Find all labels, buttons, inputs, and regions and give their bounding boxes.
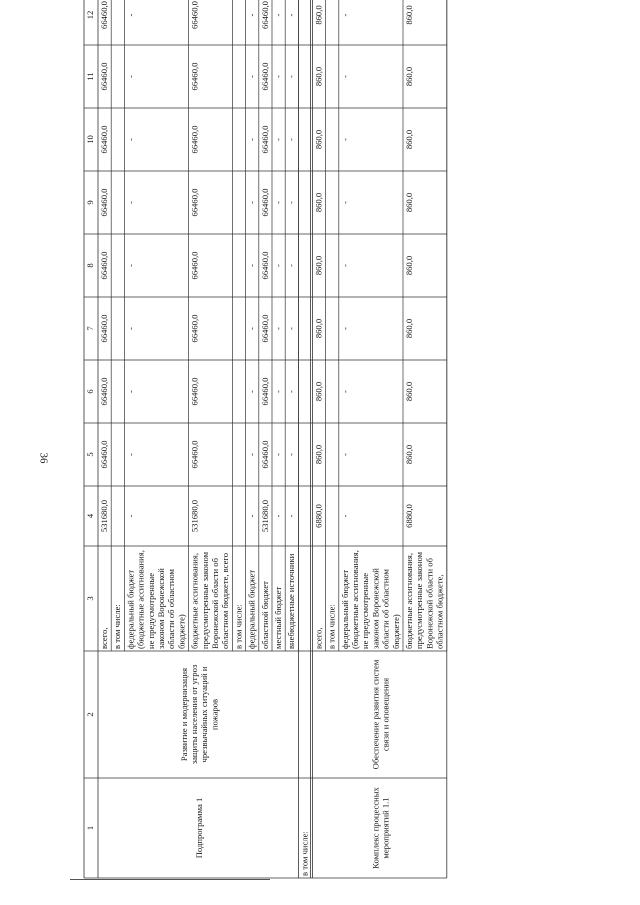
column-header: 8 bbox=[85, 263, 95, 268]
cell-value: 66460,0 bbox=[99, 314, 109, 343]
cell-value: - bbox=[273, 75, 283, 78]
cell-value: 66460,0 bbox=[259, 314, 270, 343]
row-label: бюджетные ассигнования,предусмотренные закономВоронежской области обобластном бюджете, bbox=[404, 551, 445, 649]
column-header: 3 bbox=[85, 596, 95, 601]
row-label: федеральный бюджет bbox=[246, 569, 257, 649]
cell-value: 66460,0 bbox=[259, 125, 270, 154]
row-label: в том числе: bbox=[233, 604, 244, 649]
cell-value: 6880,0 bbox=[404, 504, 414, 528]
cell-value: 860,0 bbox=[313, 444, 324, 465]
footnote-rule bbox=[70, 879, 270, 880]
cell-value: 66460,0 bbox=[99, 1, 109, 29]
cell-value: 66460,0 bbox=[189, 440, 200, 469]
cell-value: 860,0 bbox=[404, 444, 414, 465]
cell-value: - bbox=[339, 201, 350, 204]
column-header: 7 bbox=[85, 326, 95, 331]
cell-value: 860,0 bbox=[404, 5, 414, 25]
cell-value: - bbox=[125, 390, 136, 393]
row-label: федеральный бюджет(бюджетные ассигнования,не предусмотренныезаконом Воронежскойобласти об областномбюджете) bbox=[125, 550, 187, 649]
cell-value: - bbox=[125, 453, 136, 456]
cell-value: - bbox=[286, 453, 297, 456]
cell-value: - bbox=[339, 453, 350, 456]
cell-value: 860,0 bbox=[313, 318, 324, 339]
cell-value: - bbox=[125, 201, 136, 204]
column-header: 11 bbox=[85, 72, 95, 81]
cell-value: - bbox=[286, 514, 297, 518]
row-label: всего, bbox=[99, 627, 109, 649]
cell-value: - bbox=[246, 514, 257, 518]
cell-value: 66460,0 bbox=[99, 251, 109, 280]
cell-value: 66460,0 bbox=[99, 188, 109, 217]
cell-value: 66460,0 bbox=[259, 251, 270, 280]
cell-value: 66460,0 bbox=[189, 1, 200, 29]
cell-value: - bbox=[273, 453, 283, 456]
row-label: в том числе: bbox=[326, 604, 337, 649]
cell-value: 860,0 bbox=[313, 66, 324, 87]
row-label: всего, bbox=[313, 627, 324, 649]
cell-value: 66460,0 bbox=[189, 62, 200, 91]
cell-value: - bbox=[339, 514, 350, 518]
cell-value: - bbox=[273, 264, 283, 267]
cell-value: - bbox=[273, 514, 283, 518]
section-description: Обеспечение развития системсвязи и оповещения bbox=[370, 659, 391, 770]
cell-value: - bbox=[246, 327, 257, 330]
cell-value: - bbox=[286, 390, 297, 393]
column-header: 5 bbox=[85, 452, 95, 457]
cell-value: 66460,0 bbox=[99, 125, 109, 154]
cell-value: 66460,0 bbox=[189, 125, 200, 154]
cell-value: - bbox=[125, 138, 136, 141]
cell-value: 66460,0 bbox=[99, 62, 109, 91]
cell-value: 6880,0 bbox=[313, 504, 324, 528]
cell-value: 66460,0 bbox=[99, 377, 109, 406]
cell-value: - bbox=[125, 75, 136, 78]
cell-value: - bbox=[273, 201, 283, 204]
cell-value: - bbox=[125, 264, 136, 267]
cell-value: 860,0 bbox=[313, 192, 324, 213]
cell-value: 860,0 bbox=[313, 129, 324, 150]
section-title: Подпрограмма 1 bbox=[194, 797, 205, 859]
cell-value: - bbox=[125, 514, 136, 518]
column-header: 12 bbox=[85, 10, 95, 20]
cell-value: - bbox=[286, 327, 297, 330]
cell-value: 860,0 bbox=[404, 129, 414, 150]
row-label: бюджетные ассигнования,предусмотренные закономВоронежской области обобластном бюджете, всего bbox=[189, 551, 231, 649]
cell-value: 66460,0 bbox=[259, 62, 270, 91]
column-header: 2 bbox=[85, 712, 95, 717]
cell-value: 531680,0 bbox=[99, 499, 109, 533]
row-label: в том числе: bbox=[112, 604, 123, 649]
cell-value: - bbox=[339, 390, 350, 393]
section-title: Комплекс процессныхмероприятий 1.1 bbox=[370, 787, 391, 869]
cell-value: - bbox=[125, 327, 136, 330]
cell-value: - bbox=[246, 201, 257, 204]
cell-value: 66460,0 bbox=[189, 314, 200, 343]
cell-value: 66460,0 bbox=[259, 188, 270, 217]
cell-value: - bbox=[339, 13, 350, 17]
column-header: 9 bbox=[85, 200, 95, 205]
cell-value: 66460,0 bbox=[189, 377, 200, 406]
cell-value: - bbox=[339, 327, 350, 330]
cell-value: 66460,0 bbox=[189, 188, 200, 217]
cell-value: - bbox=[286, 13, 297, 17]
cell-value: - bbox=[273, 327, 283, 330]
cell-value: 66460,0 bbox=[99, 440, 109, 469]
cell-value: 531680,0 bbox=[189, 499, 200, 533]
cell-value: - bbox=[246, 390, 257, 393]
cell-value: - bbox=[246, 13, 257, 17]
cell-value: - bbox=[273, 13, 283, 17]
cell-value: 860,0 bbox=[404, 381, 414, 402]
cell-value: 66460,0 bbox=[189, 251, 200, 280]
cell-value: - bbox=[273, 390, 283, 393]
cell-value: - bbox=[246, 138, 257, 141]
cell-value: - bbox=[273, 138, 283, 141]
column-header: 4 bbox=[85, 513, 95, 519]
column-header: 6 bbox=[85, 389, 95, 394]
cell-value: 66460,0 bbox=[259, 440, 270, 469]
cell-value: 860,0 bbox=[313, 381, 324, 402]
cell-value: - bbox=[125, 13, 136, 17]
cell-value: - bbox=[286, 138, 297, 141]
rotated-table bbox=[84, 0, 447, 878]
row-label: внебюджетные источники bbox=[286, 553, 297, 649]
cell-value: 860,0 bbox=[313, 255, 324, 276]
column-header: 1 bbox=[85, 825, 95, 831]
cell-value: 531680,0 bbox=[259, 499, 270, 533]
cell-value: - bbox=[286, 201, 297, 204]
cell-value: - bbox=[286, 75, 297, 78]
cell-value: 860,0 bbox=[313, 5, 324, 25]
cell-value: - bbox=[246, 264, 257, 267]
cell-value: - bbox=[339, 75, 350, 78]
cell-value: 66460,0 bbox=[259, 1, 270, 29]
cell-value: - bbox=[246, 453, 257, 456]
column-header: 10 bbox=[85, 135, 95, 144]
row-label: местный бюджет bbox=[273, 586, 283, 649]
cell-value: 860,0 bbox=[404, 66, 414, 87]
section-description: Развитие и модернизациязащиты населения от угрозчрезвычайных ситуаций ипожаров bbox=[178, 664, 220, 765]
cell-value: - bbox=[339, 264, 350, 267]
cell-value: - bbox=[286, 264, 297, 267]
cell-value: - bbox=[246, 75, 257, 78]
cell-value: - bbox=[339, 138, 350, 141]
section-subheader: в том числе: bbox=[299, 831, 310, 876]
page-number: 36 bbox=[37, 452, 50, 464]
cell-value: 860,0 bbox=[404, 255, 414, 276]
row-label: областной бюджет bbox=[259, 581, 270, 649]
cell-value: 860,0 bbox=[404, 318, 414, 339]
cell-value: 66460,0 bbox=[259, 377, 270, 406]
row-label: федеральный бюджет(бюджетные ассигнования,не предусмотренныезаконом Воронежскойобласти об областномбюджете) bbox=[339, 550, 401, 649]
cell-value: 860,0 bbox=[404, 192, 414, 213]
